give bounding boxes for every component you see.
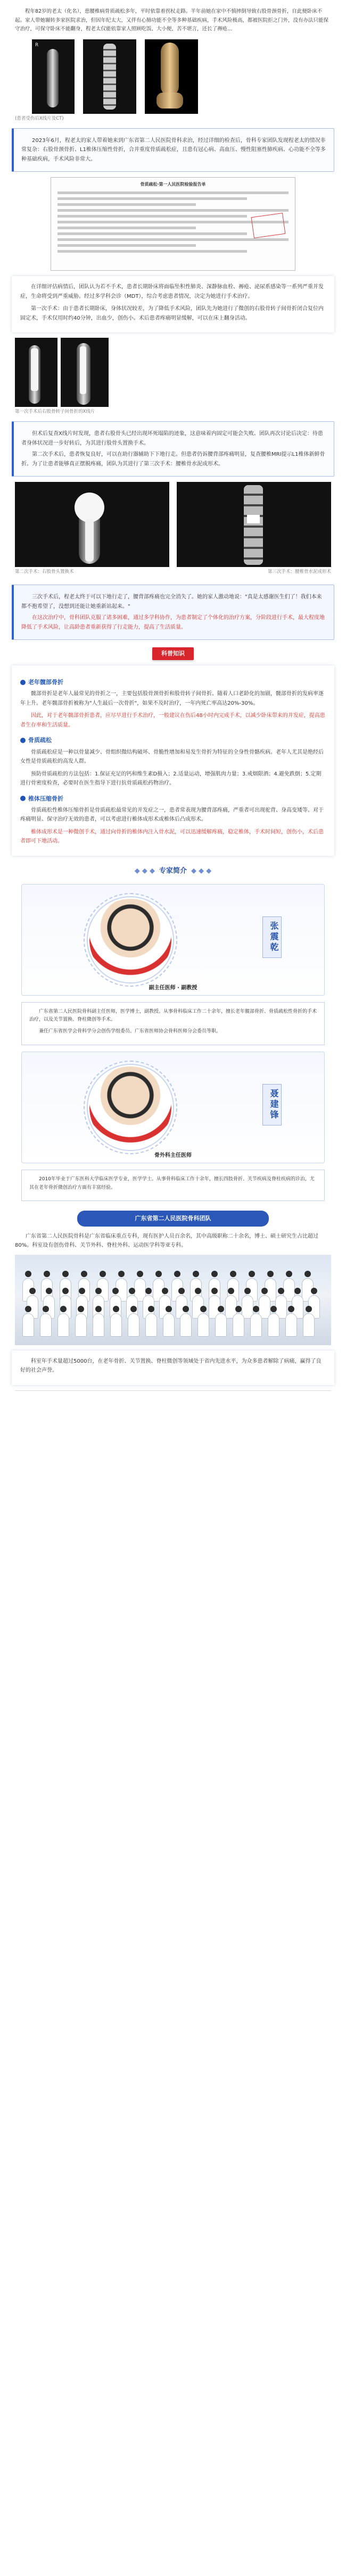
lab-report-title: 骨质疏松·第一人民医院检验报告单 xyxy=(140,182,206,187)
doctor-2-name: 聂建锋 xyxy=(262,1084,282,1126)
team-member-head xyxy=(178,1288,185,1294)
team-member-figure xyxy=(197,1313,209,1337)
team-member-head xyxy=(95,1306,102,1312)
xray-composite xyxy=(0,39,346,114)
caption-4: 第三次手术：腰椎骨水泥成形术 xyxy=(267,569,331,575)
article-page xyxy=(0,7,346,1407)
knowledge-banner: 科普知识 xyxy=(152,647,194,660)
team-text-2: 科室年手术量超过5000台，在老年骨折、关节置换、脊柱微创等领域处于省内先进水平，为众多患者解除了病痛，赢得了良好的社会声誉。 xyxy=(20,1358,322,1373)
knowledge-list-2: 预防骨质疏松的方法包括：1.保证充足的钙和维生素D摄入；2.适量运动，增强肌肉力量；3.戒烟限酒；4.避免跌倒；5.定期进行骨密度检查，必要时在医生指导下进行抗骨质疏松药物治疗。 xyxy=(20,771,322,786)
doctor-2-bio-1: 2010年毕业于广东医科大学临床医学专业，医学学士。从事骨科临床工作十余年，擅长四肢骨折、关节疾病及脊柱疾病的诊治，尤其在老年骨折微创治疗方面有丰富经验。 xyxy=(29,1176,315,1190)
team-member-head xyxy=(78,1306,84,1312)
team-member-figure xyxy=(180,1313,192,1337)
team-member-head xyxy=(25,1271,31,1277)
case-box-2 xyxy=(12,276,334,332)
knowledge-title-3 xyxy=(20,794,326,804)
team-member-head xyxy=(294,1288,301,1294)
team-member-head xyxy=(112,1288,119,1294)
knowledge-title-3-text: 椎体压缩骨折 xyxy=(28,795,63,802)
team-member-head xyxy=(195,1288,201,1294)
team-member-figure xyxy=(303,1313,315,1337)
doctor-1-bio-2: 兼任广东省医学会骨科学分会创伤学组委员、广东省医师协会骨科医师分会委员等职。 xyxy=(29,1029,221,1034)
case-box-4 xyxy=(12,585,334,640)
doctor-2-photo xyxy=(88,1065,173,1150)
team-member-figure xyxy=(163,1313,175,1337)
hip-replacement-xray-image xyxy=(15,482,169,567)
knowledge-title-1 xyxy=(20,677,326,687)
team-member-head xyxy=(211,1271,218,1277)
team-member-head xyxy=(62,1271,69,1277)
hip-xray-image: R xyxy=(32,39,75,114)
team-member-head xyxy=(62,1288,69,1294)
doctor-1-bio xyxy=(21,1002,325,1045)
bullet-dot-icon xyxy=(20,738,26,743)
team-member-head xyxy=(304,1271,311,1277)
doctor-card-2 xyxy=(21,1052,325,1163)
team-member-figure xyxy=(75,1313,87,1337)
team-member-head xyxy=(130,1306,137,1312)
team-member-figure xyxy=(128,1313,139,1337)
team-text-block xyxy=(0,1232,346,1251)
caption-3: 第二次手术：右股骨头置换术 xyxy=(15,569,74,575)
team-member-head xyxy=(286,1271,292,1277)
team-member-figure xyxy=(145,1313,157,1337)
intro-paragraph: 程年82岁的老太（化名），患腰椎病骨质疏松多年，平时依靠着拐杖走路。半年前她在家中不慎摔倒导致右股骨颈骨折，自此便卧床不起。家人带她辗转多家医院求治，但因年纪太大，又伴有心肺功能不全等多种基础疾病，手术风险极高，都被医院拒之门外，没有办法只能保守治疗，可保守卧床不能翻身，程老太仅能依靠家人照顾吃饭、大小便，苦不堪言，还长了褥疮… xyxy=(15,9,329,32)
xray-pair-2-captions xyxy=(0,567,346,579)
doctor-1-name: 张震乾 xyxy=(262,916,282,958)
team-member-head xyxy=(230,1271,236,1277)
highlight-paragraph: 在这次治疗中，骨科团队克服了诸多困难，通过多学科协作，为患者制定了个体化的治疗方案，分阶段进行手术，最大程度地降低了手术风险，让高龄患者重新获得了行走能力，提高了生活质量。 xyxy=(21,615,325,630)
team-member-head xyxy=(44,1271,50,1277)
case-paragraph-3: 第一次手术：由于患者长期卧床，身体状况较差，为了降低手术风险，团队先为她进行了微创的右股骨转子间骨折闭合复位内固定术，手术仅用时约40分钟，出血少，创伤小。术后患者疼痛明显缓解，可以在床上翻身活动。 xyxy=(20,306,324,321)
doctor-card-1 xyxy=(21,884,325,996)
case-paragraph-6: 三次手术后，程老太终于可以下地行走了，腰背部疼痛也完全消失了。她的家人激动地说："真是太感谢医生们了！我们本来都不抱希望了，没想到还能让她重新站起来。" xyxy=(21,594,322,610)
team-member-figure xyxy=(40,1313,52,1337)
team-member-head xyxy=(235,1306,242,1312)
team-member-head xyxy=(25,1306,31,1312)
experts-header-text: 专家简介 xyxy=(159,866,187,875)
spine-xray-image xyxy=(83,39,136,114)
team-member-head xyxy=(95,1288,102,1294)
team-member-head xyxy=(278,1288,284,1294)
case-paragraph-2: 在详细评估病情后，团队认为若不手术，患者长期卧床将面临坠积性肺炎、深静脉血栓、褥疮、泌尿系感染等一系列严重并发症，生命将受到严重威胁。经过多学科会诊（MDT），综合考虑患者情况，决定为她进行手术治疗。 xyxy=(20,284,324,299)
team-member-figure xyxy=(93,1313,104,1337)
team-member-head xyxy=(137,1271,143,1277)
knowledge-text-2: 骨质疏松症是一种以骨量减少、骨组织微结构破坏、骨脆性增加和易发生骨折为特征的全身性骨骼疾病。老年人尤其是绝经后女性是骨质疏松的高发人群。 xyxy=(20,749,324,764)
case-box-1 xyxy=(12,128,334,172)
spine-cement-image xyxy=(177,482,331,567)
team-member-head xyxy=(270,1306,277,1312)
team-member-head xyxy=(29,1288,36,1294)
team-member-figure xyxy=(233,1313,244,1337)
team-member-head xyxy=(79,1288,85,1294)
knowledge-text-1: 髋部骨折是老年人最常见的骨折之一，主要包括股骨颈骨折和股骨转子间骨折。随着人口老龄化的加剧，髋部骨折的发病率逐年上升。老年髋部骨折被称为"人生最后一次骨折"，如果不及时治疗，一年内死亡率高达20%-30%。 xyxy=(20,691,324,706)
team-member-head xyxy=(129,1288,135,1294)
team-member-head xyxy=(174,1271,180,1277)
knowledge-title-2-text: 骨质疏松 xyxy=(28,737,52,744)
team-member-head xyxy=(148,1306,154,1312)
team-member-head xyxy=(253,1306,259,1312)
team-member-head xyxy=(211,1288,218,1294)
team-group-photo xyxy=(15,1255,331,1345)
team-member-head xyxy=(43,1306,49,1312)
doctor-2-bio xyxy=(21,1170,325,1202)
team-member-head xyxy=(267,1271,274,1277)
team-member-head xyxy=(249,1271,255,1277)
team-member-head xyxy=(162,1288,168,1294)
team-member-figure xyxy=(57,1313,69,1337)
team-member-head xyxy=(113,1306,119,1312)
team-member-figure xyxy=(215,1313,227,1337)
experts-header: ◆ ◆ ◆ 专家简介 ◆ ◆ ◆ xyxy=(134,866,212,875)
case-box-3 xyxy=(12,421,334,477)
caption-1: (患者受伤后X线片及CT) xyxy=(15,115,64,121)
team-member-head xyxy=(46,1288,52,1294)
team-member-head xyxy=(60,1306,67,1312)
team-member-figure xyxy=(285,1313,297,1337)
ct-3d-image xyxy=(145,39,198,114)
team-member-head xyxy=(261,1288,268,1294)
team-member-figure xyxy=(22,1313,34,1337)
knowledge-text-1b: 因此，对于老年髋部骨折患者，应尽早进行手术治疗，一般建议在伤后48小时内完成手术，以减少卧床带来的并发症，提高患者生存率和生活质量。 xyxy=(20,713,325,728)
team-member-head xyxy=(166,1306,172,1312)
bullet-dot-icon xyxy=(20,796,26,801)
team-member-head xyxy=(218,1306,224,1312)
doctor-1-bio-1: 广东省第二人民医院骨科副主任医师，医学博士，副教授。从事骨科临床工作二十余年，擅长老年髋部骨折、骨质疏松性骨折的手术治疗，以及关节置换、脊柱微创等手术。 xyxy=(29,1008,317,1023)
knowledge-title-2 xyxy=(20,735,326,745)
team-member-head xyxy=(228,1288,234,1294)
postop-xray-image-2 xyxy=(61,338,109,407)
team-member-head xyxy=(288,1306,294,1312)
team-member-head xyxy=(193,1271,199,1277)
xray-pair-1 xyxy=(0,338,346,407)
knowledge-text-3: 骨质疏松性椎体压缩骨折是骨质疏松最常见的并发症之一，患者常表现为腰背部疼痛，严重者可出现驼背、身高变矮等。对于疼痛明显、保守治疗无效的患者，可以考虑进行椎体成形术或椎体后凸成形术。 xyxy=(20,807,324,823)
team-member-head xyxy=(118,1271,125,1277)
doctor-1-title: 副主任医师 · 副教授 xyxy=(149,985,197,991)
team-member-figure xyxy=(110,1313,122,1337)
team-text-1: 广东省第二人民医院骨科是广东省临床重点专科，现有医护人员百余名，其中高级职称二十余名，博士、硕士研究生占比超过80%。科室设有创伤骨科、关节外科、脊柱外科、运动医学科等亚专科。 xyxy=(15,1233,318,1248)
team-member-head xyxy=(311,1288,317,1294)
case-paragraph-5: 第二次手术后，患者恢复良好，可以在助行器辅助下下地行走。但患者仍诉腰背部疼痛明显，复查腰椎MRI提示L1椎体新鲜骨折。为了让患者能够真正摆脱疼痛，团队为其进行了第三次手术：腰椎骨水泥成形术。 xyxy=(21,452,325,467)
team-member-head xyxy=(155,1271,162,1277)
xray-pair-2 xyxy=(0,482,346,567)
intro-block xyxy=(0,7,346,34)
case-paragraph-1: 2023年6月，程老太的家人带着她来到广东省第二人民医院骨科求治，经过详细的检查后，骨科专家团队发现程老太的情况非常复杂：右股骨颈骨折、L1椎体压缩性骨折，合并重度骨质疏松症，且患有冠心病、高血压、慢性阻塞性肺疾病、心功能不全等多种基础疾病，手术风险非常大。 xyxy=(21,137,326,162)
doctor-2-title: 骨外科主任医师 xyxy=(154,1153,192,1159)
knowledge-box xyxy=(12,665,334,856)
knowledge-title-1-text: 老年髋部骨折 xyxy=(28,679,63,686)
caption-2: 第一次手术后右股骨转子间骨折的X线片 xyxy=(15,409,95,415)
postop-xray-image-1 xyxy=(15,338,57,407)
team-member-head xyxy=(200,1306,207,1312)
team-member-head xyxy=(81,1271,87,1277)
team-member-head xyxy=(145,1288,152,1294)
team-member-head xyxy=(183,1306,189,1312)
doctor-1-photo xyxy=(88,897,173,982)
team-member-head xyxy=(306,1306,312,1312)
team-member-figure xyxy=(250,1313,262,1337)
lab-report-image xyxy=(51,177,295,271)
knowledge-text-3b: 椎体成形术是一种微创手术，通过向骨折的椎体内注入骨水泥，可以迅速缓解疼痛，稳定椎体，手术时间短，创伤小，术后患者即可下地活动。 xyxy=(20,829,324,845)
team-header: 广东省第二人民医院骨科团队 xyxy=(77,1211,269,1226)
case-paragraph-4: 但术后复查X线片时发现，患者右股骨头已经出现坏死塌陷的迹象，这意味着内固定可能会失败。团队再次讨论后决定：待患者身体状况进一步好转后，为其进行股骨头置换手术。 xyxy=(21,431,323,446)
team-box xyxy=(12,1350,334,1385)
team-member-head xyxy=(244,1288,251,1294)
bullet-dot-icon xyxy=(20,680,26,685)
team-member-figure xyxy=(268,1313,279,1337)
team-member-head xyxy=(100,1271,106,1277)
